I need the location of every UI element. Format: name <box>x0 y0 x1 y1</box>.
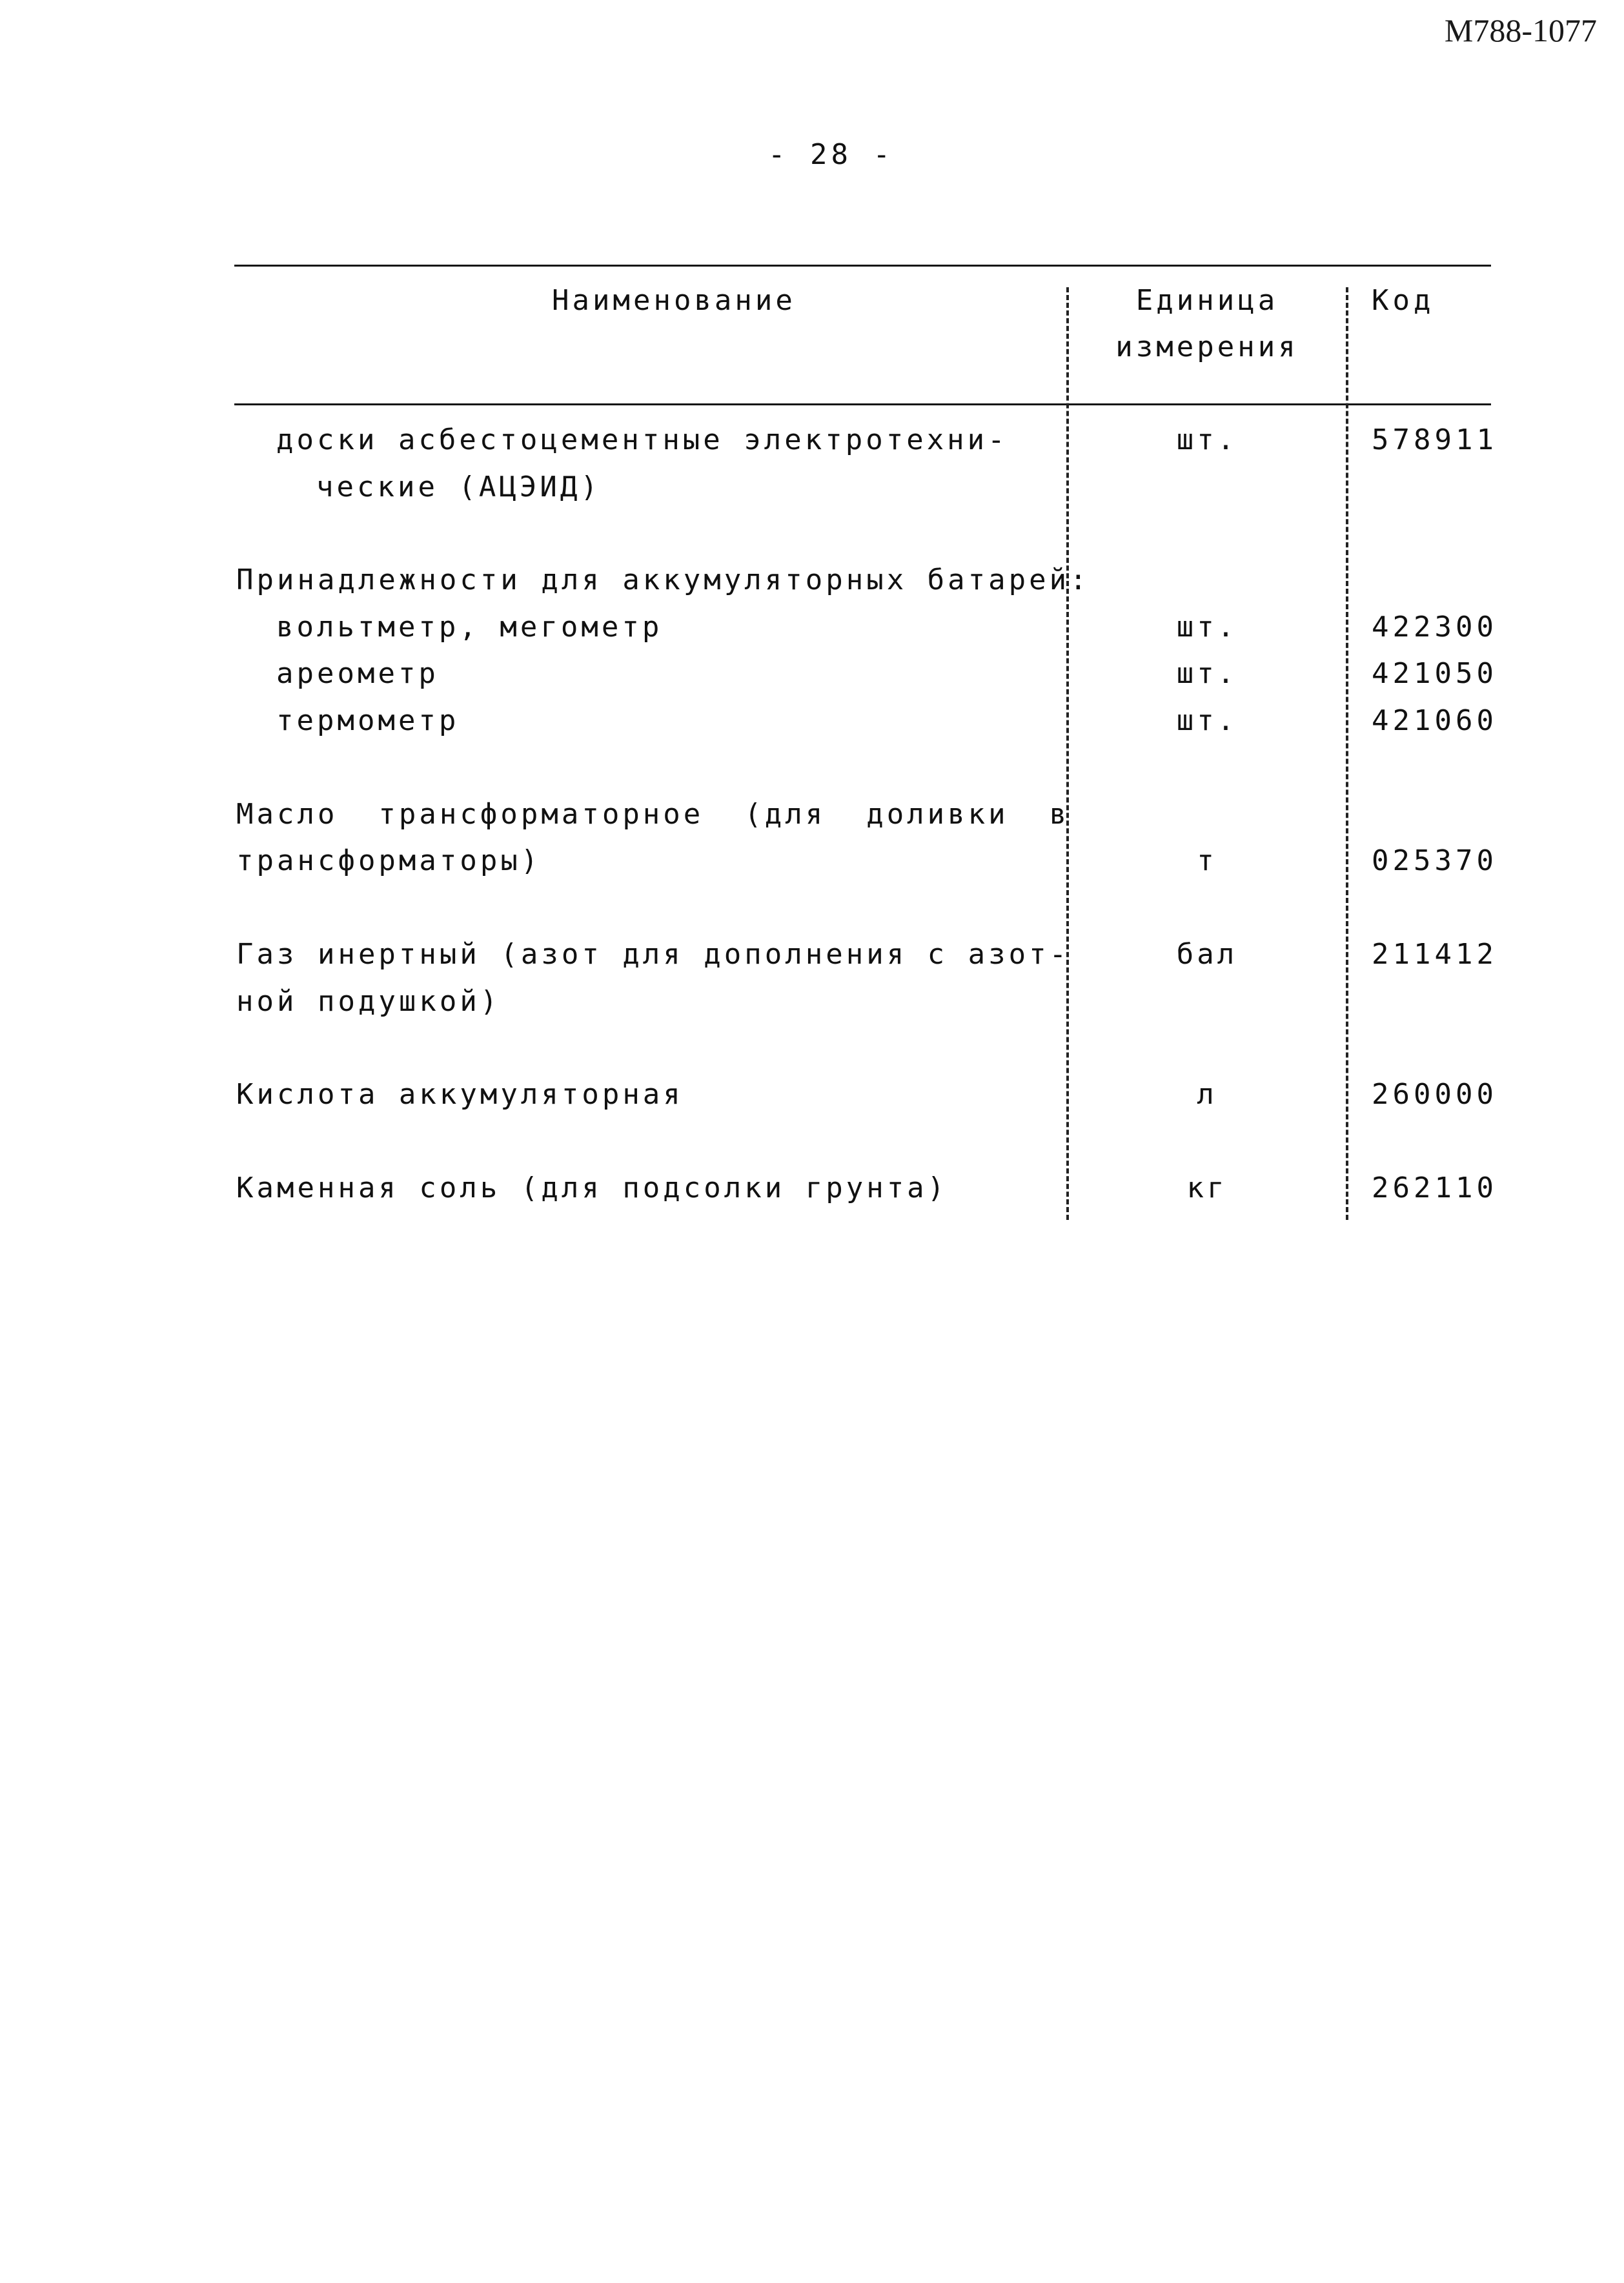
document-code: M788-1077 <box>1444 12 1597 48</box>
row-name-line: трансформаторы) <box>236 844 542 877</box>
row-name-line: Кислота аккумуляторная <box>236 1078 684 1111</box>
row-code: 422300 <box>1372 611 1497 644</box>
row-unit: л <box>1197 1078 1217 1111</box>
row-name-line: Принадлежности для аккумуляторных батарей: <box>236 563 1090 596</box>
header-unit-line1: Единица <box>1135 284 1279 317</box>
row-code: 421060 <box>1372 704 1497 737</box>
row-unit: т <box>1197 844 1217 877</box>
row-unit: шт. <box>1176 704 1238 737</box>
row-name-line: доски асбестоцементные электротехни- <box>276 423 1008 456</box>
row-name-line: вольтметр, мегометр <box>276 611 663 644</box>
row-name-line: ареометр <box>276 657 439 690</box>
row-unit: шт. <box>1176 423 1238 456</box>
row-name-line: ческие (АЦЭИД) <box>316 471 601 503</box>
row-code: 578911 <box>1372 423 1497 456</box>
row-unit: шт. <box>1176 657 1238 690</box>
row-name-line: Газ инертный (азот для дополнения с азот- <box>236 938 1070 971</box>
row-code: 260000 <box>1372 1078 1497 1111</box>
row-name-line: Масло трансформаторное (для доливки в <box>236 798 1070 831</box>
header-code: Код <box>1372 284 1435 317</box>
column-separator-1 <box>1066 287 1069 1220</box>
column-separator-2 <box>1346 287 1348 1220</box>
row-name-line: Каменная соль (для подсолки грунта) <box>236 1172 948 1204</box>
row-code: 211412 <box>1372 938 1497 971</box>
header-name: Наименование <box>552 284 796 317</box>
table-top-rule <box>234 265 1491 267</box>
row-name-line: ной подушкой) <box>236 985 501 1018</box>
row-unit: шт. <box>1176 611 1238 644</box>
row-code: 262110 <box>1372 1172 1497 1204</box>
page-number: - 28 - <box>768 138 894 171</box>
row-code: 421050 <box>1372 657 1497 690</box>
row-unit: бал <box>1176 938 1238 971</box>
header-unit-line2: измерения <box>1115 330 1299 363</box>
row-unit: кг <box>1186 1172 1228 1204</box>
header-bottom-rule <box>234 403 1491 405</box>
row-name-line: термометр <box>276 704 460 737</box>
row-code: 025370 <box>1372 844 1497 877</box>
